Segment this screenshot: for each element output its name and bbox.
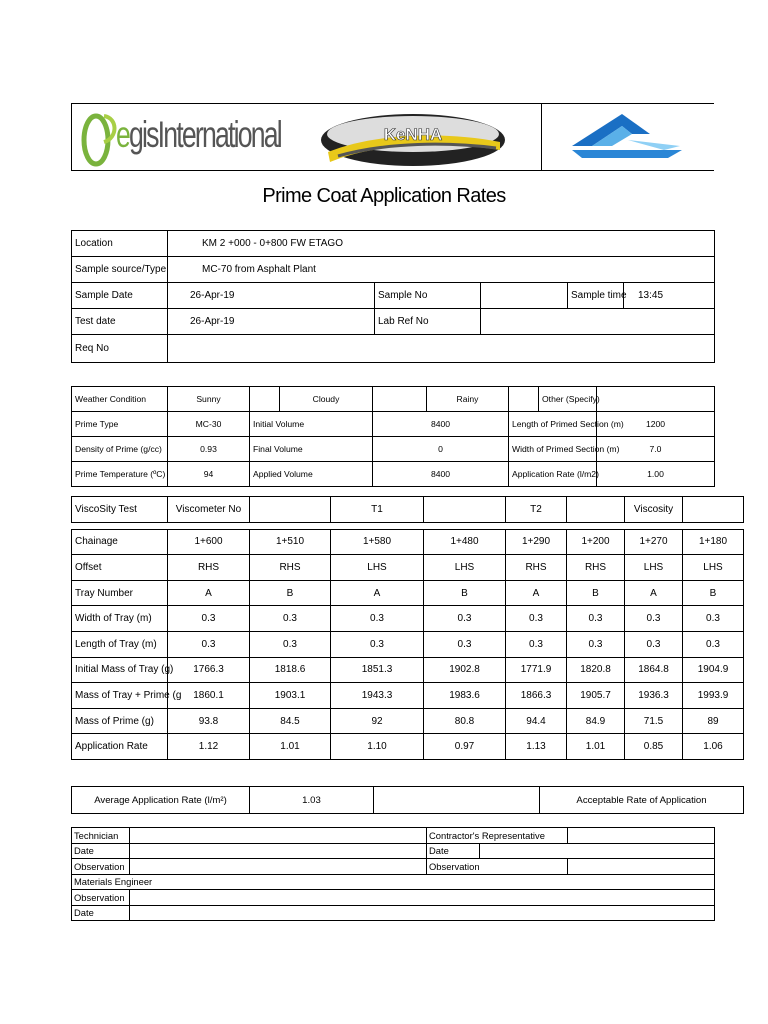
initial-volume-value: 8400 [373, 412, 509, 437]
viscosity-value [683, 497, 744, 523]
cell-value: 0.3 [250, 606, 331, 632]
t1-value [424, 497, 506, 523]
t2-value [567, 497, 625, 523]
cell-value: 1864.8 [625, 657, 683, 683]
contractor-observation-label: Observation [427, 859, 568, 875]
cell-value: RHS [567, 555, 625, 581]
cell-value: 1902.8 [424, 657, 506, 683]
blue-swoosh-logo [568, 110, 688, 162]
sample-time-label: Sample time [568, 283, 624, 309]
date-row [72, 843, 715, 859]
cell-value: 1905.7 [567, 683, 625, 709]
length-primed-value: 1200 [597, 412, 715, 437]
prime-type-label: Prime Type [72, 412, 168, 437]
density-value: 0.93 [168, 437, 250, 462]
cell-value: 1.01 [567, 734, 625, 760]
table-row [72, 683, 744, 709]
width-primed-value: 7.0 [597, 437, 715, 462]
cell-value: 1.13 [506, 734, 567, 760]
contractor-date-label: Date [427, 843, 480, 859]
date-label: Date [72, 843, 130, 859]
egis-international-logo [82, 110, 281, 166]
cell-value: 0.3 [683, 606, 744, 632]
cell-value: 80.8 [424, 708, 506, 734]
applied-volume-value: 8400 [373, 462, 509, 487]
row-label: Application Rate [72, 734, 168, 760]
cell-value: 1851.3 [331, 657, 424, 683]
cell-value: LHS [625, 555, 683, 581]
table-row [72, 555, 744, 581]
table-gap [72, 522, 744, 529]
row-label: Length of Tray (m) [72, 631, 168, 657]
sample-date-label: Sample Date [72, 283, 168, 309]
weather-label: Weather Condition [72, 387, 168, 412]
final-volume-value: 0 [373, 437, 509, 462]
initial-volume-label: Initial Volume [250, 412, 373, 437]
cell-value: 1936.3 [625, 683, 683, 709]
application-rate-value: 1.00 [597, 462, 715, 487]
test-date-row [72, 309, 715, 335]
prime-type-value: MC-30 [168, 412, 250, 437]
t2-label: T2 [506, 497, 567, 523]
sample-date-value: 26-Apr-19 [168, 283, 375, 309]
cell-value: 1+270 [625, 529, 683, 555]
cell-value: 1818.6 [250, 657, 331, 683]
cell-value: A [506, 580, 567, 606]
row-label: Initial Mass of Tray (g) [72, 657, 168, 683]
cell-value: LHS [331, 555, 424, 581]
cell-value: 1+580 [331, 529, 424, 555]
sample-date-row [72, 283, 715, 309]
prime-type-row [72, 412, 715, 437]
average-table [71, 786, 744, 814]
temperature-row [72, 462, 715, 487]
weather-cloudy-check [373, 387, 427, 412]
cell-value: 71.5 [625, 708, 683, 734]
cell-value: 1820.8 [567, 657, 625, 683]
average-row [72, 787, 744, 814]
viscosity-test-label: ViscoSity Test [72, 497, 168, 523]
observation-label: Observation [72, 859, 130, 875]
sample-source-value: MC-70 from Asphalt Plant [168, 257, 715, 283]
technician-row [72, 828, 715, 844]
cell-value: 0.97 [424, 734, 506, 760]
density-row [72, 437, 715, 462]
req-no-label: Req No [72, 335, 168, 363]
row-label: Width of Tray (m) [72, 606, 168, 632]
date-value [130, 843, 427, 859]
sample-time-value: 13:45 [624, 283, 715, 309]
req-no-row [72, 335, 715, 363]
weather-other: Other (Specify) [539, 387, 597, 412]
cell-value: 1+290 [506, 529, 567, 555]
cell-value: 0.3 [331, 631, 424, 657]
weather-rainy-check [509, 387, 539, 412]
weather-prime-table [71, 386, 715, 487]
final-volume-label: Final Volume [250, 437, 373, 462]
cell-value: 1.06 [683, 734, 744, 760]
cell-value: 93.8 [168, 708, 250, 734]
acceptable-rate-label: Acceptable Rate of Application [540, 787, 744, 814]
observation-row [72, 859, 715, 875]
observation2-value [130, 890, 715, 906]
lab-ref-label: Lab Ref No [375, 309, 481, 335]
cell-value: 0.3 [683, 631, 744, 657]
cell-value: 94.4 [506, 708, 567, 734]
kenha-logo-text: KeNHA [383, 125, 443, 144]
observation2-row [72, 890, 715, 906]
date2-label: Date [72, 905, 130, 921]
cell-value: 84.5 [250, 708, 331, 734]
cell-value: B [250, 580, 331, 606]
req-no-value [168, 335, 715, 363]
materials-engineer-row [72, 874, 715, 890]
weather-sunny-check [250, 387, 280, 412]
cell-value: 84.9 [567, 708, 625, 734]
weather-rainy: Rainy [427, 387, 509, 412]
t1-label: T1 [331, 497, 424, 523]
viscosity-label: Viscosity [625, 497, 683, 523]
cell-value: 92 [331, 708, 424, 734]
sample-source-row [72, 257, 715, 283]
sample-source-label: Sample source/Type [72, 257, 168, 283]
location-value: KM 2 +000 - 0+800 FW ETAGO [168, 231, 715, 257]
egis-logo-international: International [157, 114, 281, 155]
cell-value: A [168, 580, 250, 606]
page-title: Prime Coat Application Rates [262, 185, 506, 207]
weather-row [72, 387, 715, 412]
cell-value: 1993.9 [683, 683, 744, 709]
cell-value: 1860.1 [168, 683, 250, 709]
materials-engineer-label: Materials Engineer [72, 874, 715, 890]
location-label: Location [72, 231, 168, 257]
cell-value: 1.01 [250, 734, 331, 760]
observation2-label: Observation [72, 890, 130, 906]
egis-logo-letter: e [116, 114, 130, 155]
cell-value: 1983.6 [424, 683, 506, 709]
viscometer-label: Viscometer No [168, 497, 250, 523]
cell-value: A [625, 580, 683, 606]
density-label: Density of Prime (g/cc) [72, 437, 168, 462]
cell-value: LHS [683, 555, 744, 581]
gap-cell [72, 522, 744, 529]
row-label: Chainage [72, 529, 168, 555]
cell-value: 1+480 [424, 529, 506, 555]
kenha-logo [318, 112, 508, 168]
prime-temperature-label: Prime Temperature (ºC) [72, 462, 168, 487]
cell-value: 0.3 [567, 631, 625, 657]
logo-bar [71, 103, 714, 171]
technician-value [130, 828, 427, 844]
lab-ref-value [481, 309, 715, 335]
row-label: Offset [72, 555, 168, 581]
cell-value: 0.3 [625, 631, 683, 657]
test-date-value: 26-Apr-19 [168, 309, 375, 335]
cell-value: 0.3 [168, 606, 250, 632]
measurements-body [72, 529, 744, 759]
cell-value: 1903.1 [250, 683, 331, 709]
cell-value: 0.3 [424, 606, 506, 632]
date2-value [130, 905, 715, 921]
cell-value: 0.3 [625, 606, 683, 632]
cell-value: B [683, 580, 744, 606]
date2-row [72, 905, 715, 921]
application-rate-label: Application Rate (l/m2) [509, 462, 597, 487]
cell-value: A [331, 580, 424, 606]
test-date-label: Test date [72, 309, 168, 335]
logo-divider [541, 104, 542, 170]
cell-value: 1771.9 [506, 657, 567, 683]
contractor-rep-label: Contractor's Representative [427, 828, 568, 844]
cell-value: 0.3 [506, 631, 567, 657]
prime-temperature-value: 94 [168, 462, 250, 487]
cell-value: 1943.3 [331, 683, 424, 709]
cell-value: 0.3 [506, 606, 567, 632]
width-primed-label: Width of Primed Section (m) [509, 437, 597, 462]
average-blank [374, 787, 540, 814]
cell-value: 1766.3 [168, 657, 250, 683]
measurements-table [71, 496, 744, 760]
observation-value [130, 859, 427, 875]
contractor-observation-value [568, 859, 715, 875]
row-label: Mass of Prime (g) [72, 708, 168, 734]
technician-label: Technician [72, 828, 130, 844]
cell-value: 1+600 [168, 529, 250, 555]
weather-sunny: Sunny [168, 387, 250, 412]
weather-cloudy: Cloudy [280, 387, 373, 412]
egis-logo-gis: gis [129, 114, 158, 155]
table-row [72, 657, 744, 683]
cell-value: 1904.9 [683, 657, 744, 683]
table-row [72, 631, 744, 657]
sample-no-label: Sample No [375, 283, 481, 309]
cell-value: 0.3 [331, 606, 424, 632]
cell-value: 1+510 [250, 529, 331, 555]
cell-value: 1.10 [331, 734, 424, 760]
cell-value: 1866.3 [506, 683, 567, 709]
table-row [72, 734, 744, 760]
table-row [72, 606, 744, 632]
sample-info-table [71, 230, 715, 363]
weather-other-value [597, 387, 715, 412]
cell-value: 1+180 [683, 529, 744, 555]
table-row [72, 529, 744, 555]
average-rate-label: Average Application Rate (l/m²) [72, 787, 250, 814]
cell-value: 89 [683, 708, 744, 734]
location-row [72, 231, 715, 257]
cell-value: 0.3 [424, 631, 506, 657]
cell-value: RHS [168, 555, 250, 581]
sample-no-value [481, 283, 568, 309]
average-rate-value: 1.03 [250, 787, 374, 814]
cell-value: 0.3 [168, 631, 250, 657]
viscosity-row [72, 497, 744, 523]
cell-value: LHS [424, 555, 506, 581]
cell-value: 0.85 [625, 734, 683, 760]
cell-value: 0.3 [567, 606, 625, 632]
row-label: Tray Number [72, 580, 168, 606]
table-row [72, 580, 744, 606]
cell-value: RHS [506, 555, 567, 581]
table-row [72, 708, 744, 734]
cell-value: B [424, 580, 506, 606]
cell-value: 1+200 [567, 529, 625, 555]
row-label: Mass of Tray + Prime (g [72, 683, 168, 709]
cell-value: 0.3 [250, 631, 331, 657]
contractor-date-value [480, 843, 715, 859]
applied-volume-label: Applied Volume [250, 462, 373, 487]
cell-value: B [567, 580, 625, 606]
cell-value: RHS [250, 555, 331, 581]
length-primed-label: Length of Primed Section (m) [509, 412, 597, 437]
viscometer-value [250, 497, 331, 523]
signature-table [71, 827, 715, 921]
cell-value: 1.12 [168, 734, 250, 760]
contractor-rep-value [568, 828, 715, 844]
